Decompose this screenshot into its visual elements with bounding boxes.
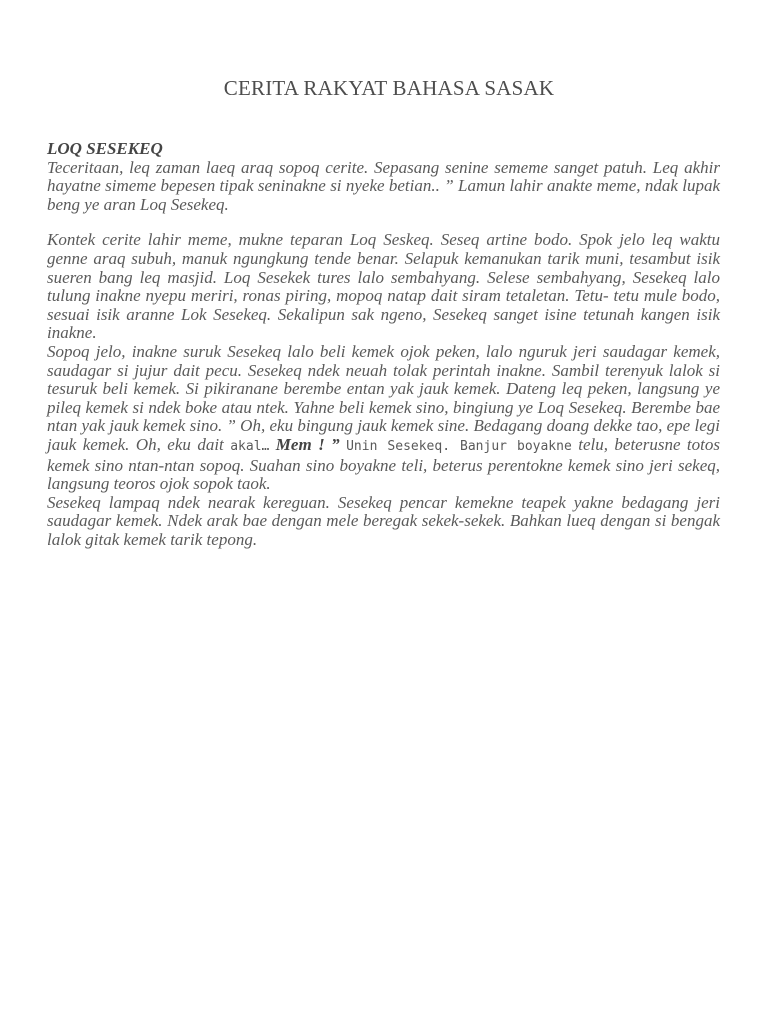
- paragraph-2: Kontek cerite lahir meme, mukne teparan Loq Seskeq. Seseq artine bodo. Spok jelo leq waktu genne araq subuh, manuk ngungkung tende benar. Selapuk kemanukan tarik muni, tesambut isik sueren bang leq masjid. Loq Sesekek tures lalo sembahyang. Selese sembahyang, Sesekeq lalo tulung inakne nyepu meriri, ronas piring, mopoq natap dait siram tetaletan. Tetu- tetu mule bodo, sesuai isik aranne Lok Sesekeq. Sekalipun sak ngeno, Sesekeq sanget isine tetunah kangen isik inakne.: [47, 230, 720, 343]
- paragraph-3-bold: Mem ! ”: [269, 434, 347, 454]
- paragraph-4: Sesekeq lampaq ndek nearak kereguan. Sesekeq pencar kemekne teapek yakne bedagang jeri saudagar kemek. Ndek arak bae dengan mele beregak sekek-sekek. Bahkan lueq dengan si bengak lalok gitak kemek tarik tepong.: [47, 492, 720, 549]
- paragraph-3-text-b: telu, beterusne totos kemek sino ntan-ntan sopoq. Suahan sino boyakne teli, beterus perentokne kemek sino jeri sekeq, langsung teoros ojok sopok taok.: [47, 434, 720, 494]
- paragraph-3-mono-b: Unin Sesekeq. Banjur boyakne: [346, 438, 572, 454]
- story-heading: LOQ SESEKEQ: [47, 139, 163, 158]
- document-title: CERITA RAKYAT BAHASA SASAK: [223, 76, 555, 100]
- paragraph-3-text-a: Sopoq jelo, inakne suruk Sesekeq lalo beli kemek ojok peken, lalo nguruk jeri saudagar kemek, saudagar si jujur dait pecu. Sesekeq ndek neuah tolak perintah inakne. Sambil terenyuk lalok si tesuruk beli kemek. Si pikiranane berembe entan yak jauk kemek. Dateng leq peken, langsung ye pileq kemek si ndek boke atau ntek. Yahne beli kemek sino, bingiung ye Loq Sesekeq. Berembe bae ntan yak jauk kemek sino. ” Oh, eku bingung jauk kemek sine. Bedagang doang dekke tao, epe legi jauk kemek. Oh, eku dait: [47, 341, 720, 454]
- paragraph-1: Teceritaan, leq zaman laeq araq sopoq cerite. Sepasang senine sememe sanget patuh. Leq akhir hayatne simeme bepesen tipak seninakne si nyeke betian.. ” Lamun lahir anakte meme, ndak lupak beng ye aran Loq Sesekeq.: [47, 157, 720, 214]
- paragraph-3-mono-a: akal…: [230, 438, 270, 454]
- story-body: [47, 140, 720, 549]
- paragraph-3: [47, 343, 720, 494]
